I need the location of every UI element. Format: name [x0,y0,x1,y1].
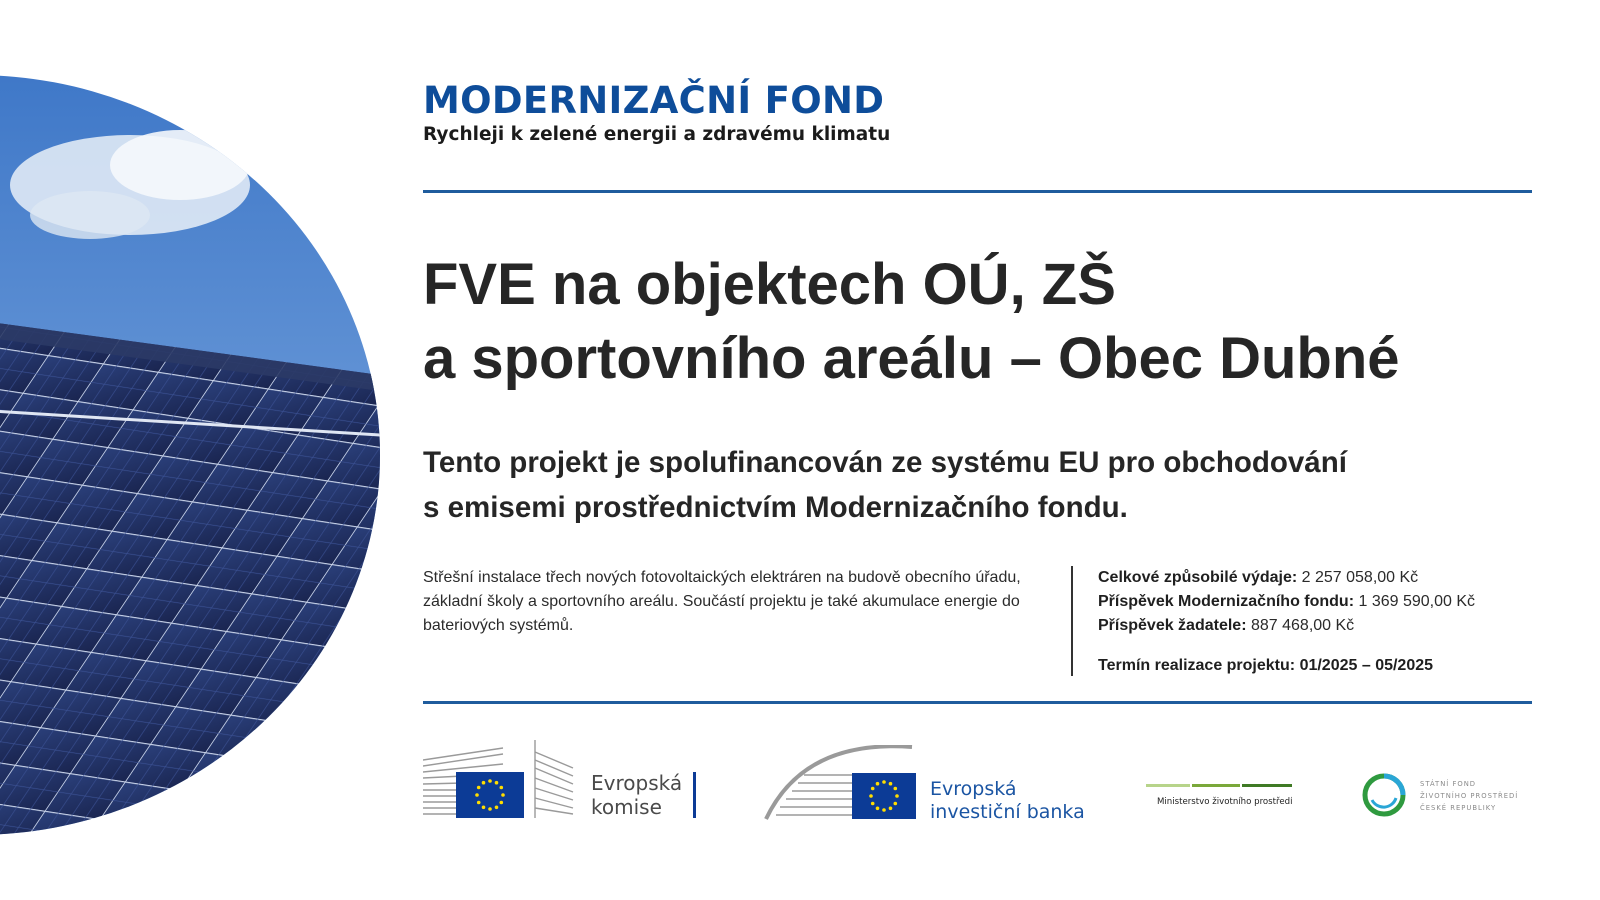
project-term-row [1098,654,1475,678]
project-facts [1098,566,1475,678]
project-term-label: Termín realizace projektu: [1098,657,1296,674]
applicant-contribution-row [1098,614,1475,638]
facts-divider [1071,566,1073,676]
ec-label-line-1: Evropská [591,771,683,795]
eib-label-line-2: investiční banka [930,801,1085,823]
project-term-value: 01/2025 – 05/2025 [1299,657,1434,674]
brand-title: MODERNIZAČNÍ FOND [423,79,885,122]
brand-subtitle: Rychleji k zelené energii a zdravému klimatu [423,124,891,145]
sfzp-label-line-2: ŽIVOTNÍHO PROSTŘEDÍ [1420,792,1519,800]
sfzp-label-line-3: ČESKÉ REPUBLIKY [1420,804,1497,812]
total-costs-value: 2 257 058,00 Kč [1301,569,1419,586]
top-divider [423,190,1532,193]
ministry-label: Ministerstvo životního prostředí [1157,797,1292,807]
project-title-line-2: a sportovního areálu – Obec Dubné [423,326,1400,391]
funding-statement-line-1: Tento projekt je spolufinancován ze systému EU pro obchodování [423,446,1347,479]
fund-contribution-label: Příspěvek Modernizačního fondu: [1098,593,1355,610]
project-description: Střešní instalace třech nových fotovoltaických elektráren na budově obecního úřadu, základní školy a sportovního areálu. Součástí projektu je také akumulace energie do bateriových systémů. [423,569,1021,634]
fund-contribution-value: 1 369 590,00 Kč [1358,593,1476,610]
total-costs-label: Celkové způsobilé výdaje: [1098,569,1298,586]
european-commission-logo [423,738,703,822]
total-costs-row [1098,566,1475,590]
ec-label-line-2: komise [591,795,662,819]
eib-logo [764,745,1094,823]
project-title-line-1: FVE na objektech OÚ, ZŠ [423,252,1116,317]
funding-statement-line-2: s emisemi prostřednictvím Modernizačního fondu. [423,491,1128,524]
fund-contribution-row [1098,590,1475,614]
applicant-contribution-label: Příspěvek žadatele: [1098,617,1247,634]
state-environmental-fund-logo [1360,770,1540,820]
funding-statement [423,440,1523,530]
solar-panels-photo [0,75,380,835]
applicant-contribution-value: 887 468,00 Kč [1250,617,1355,634]
eib-label-line-1: Evropská [930,778,1017,800]
brand-block [423,80,890,145]
ministry-environment-logo [1146,782,1292,812]
bottom-divider [423,701,1532,704]
project-title [423,248,1553,396]
sfzp-label-line-1: STÁTNÍ FOND [1420,780,1477,788]
